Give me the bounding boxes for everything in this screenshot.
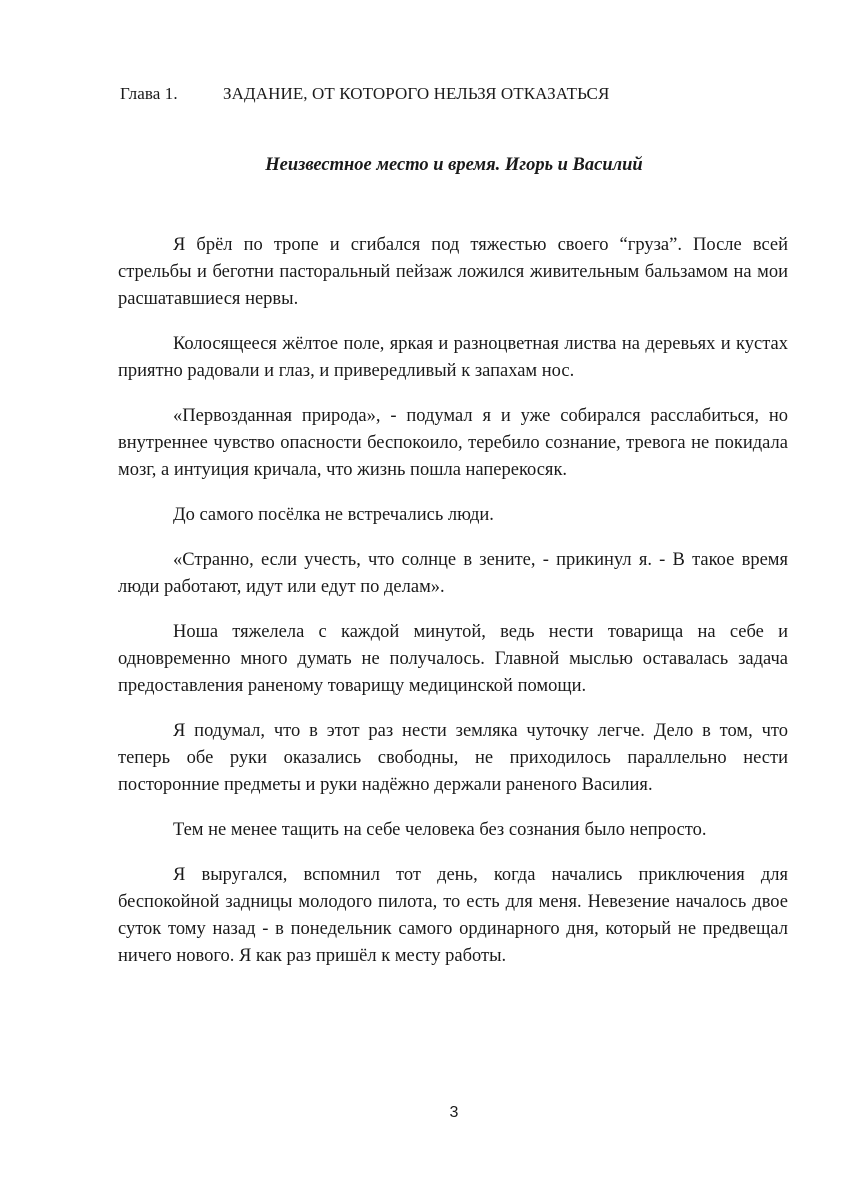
- chapter-label: Глава 1.: [120, 84, 178, 103]
- chapter-title: ЗАДАНИЕ, ОТ КОТОРОГО НЕЛЬЗЯ ОТКАЗАТЬСЯ: [223, 84, 610, 103]
- section-title: Неизвестное место и время. Игорь и Василий: [265, 155, 643, 175]
- paragraph: «Странно, если учесть, что солнце в зените, - прикинул я. - В такое время люди работают, идут или едут по делам».: [118, 550, 788, 597]
- paragraph: Я выругался, вспомнил тот день, когда начались приключения для беспокойной задницы молодого пилота, то есть для меня. Невезение началось двое суток тому назад - в понедельник самого ординарного дня, который не предвещал ничего нового. Я как раз пришёл к месту работы.: [118, 865, 788, 966]
- body-text: [118, 232, 788, 988]
- paragraph: Я брёл по тропе и сгибался под тяжестью своего “груза”. После всей стрельбы и беготни пасторальный пейзаж ложился живительным бальзамом на мои расшатавшиеся нервы.: [118, 235, 788, 309]
- paragraph: Ноша тяжелела с каждой минутой, ведь нести товарища на себе и одновременно много думать не получалось. Главной мыслью оставалась задача предоставления раненому товарищу медицинской помощи.: [118, 622, 788, 696]
- paragraph: Я подумал, что в этот раз нести земляка чуточку легче. Дело в том, что теперь обе руки оказались свободны, не приходилось параллельно нести посторонние предметы и руки надёжно держали раненого Василия.: [118, 721, 788, 795]
- page-number: 3: [449, 1104, 459, 1121]
- chapter-heading: [120, 84, 609, 104]
- paragraph: До самого посёлка не встречались люди.: [173, 505, 494, 525]
- paragraph: «Первозданная природа», - подумал я и уже собирался расслабиться, но внутреннее чувство опасности беспокоило, теребило сознание, тревога не покидала мозг, а интуиция кричала, что жизнь пошла наперекосяк.: [118, 406, 788, 480]
- paragraph: Тем не менее тащить на себе человека без сознания было непросто.: [173, 820, 707, 840]
- paragraph: Колосящееся жёлтое поле, яркая и разноцветная листва на деревьях и кустах приятно радовали и глаз, и привередливый к запахам нос.: [118, 334, 788, 381]
